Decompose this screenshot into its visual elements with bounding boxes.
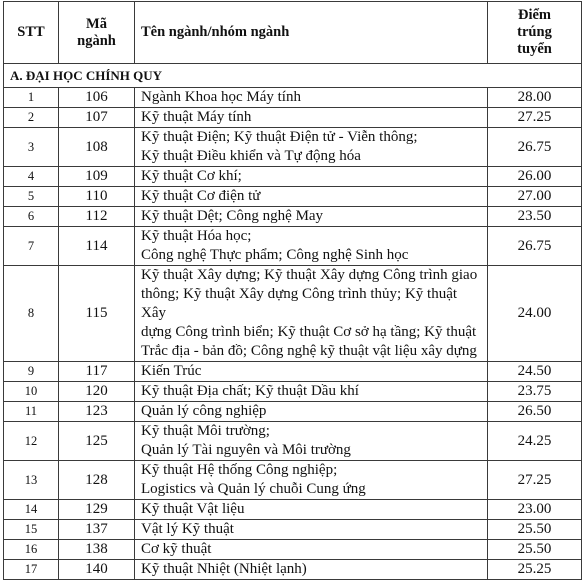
cell-diem-trung-tuyen: 26.00 [488, 167, 582, 187]
cell-diem-trung-tuyen: 27.00 [488, 187, 582, 207]
ten-nganh-line: dựng Công trình biển; Kỹ thuật Cơ sở hạ tầng; Kỹ thuật [141, 324, 477, 340]
cell-diem-trung-tuyen: 23.50 [488, 207, 582, 227]
cell-ma-nganh: 125 [59, 422, 135, 461]
cell-ma-nganh: 140 [59, 560, 135, 580]
cell-ten-nganh [135, 108, 488, 128]
table-row [4, 207, 582, 227]
cell-diem-trung-tuyen: 25.50 [488, 520, 582, 540]
table-header-row [4, 2, 582, 64]
cell-ten-nganh [135, 187, 488, 207]
cell-ten-nganh [135, 402, 488, 422]
cell-stt: 13 [4, 461, 59, 500]
cell-ma-nganh: 128 [59, 461, 135, 500]
table-row [4, 422, 582, 461]
table-row [4, 266, 582, 362]
ten-nganh-line: Kỹ thuật Điều khiển và Tự động hóa [141, 148, 361, 164]
cell-ma-nganh: 106 [59, 88, 135, 108]
ten-nganh-line: Kỹ thuật Điện; Kỹ thuật Điện tử - Viễn thông; [141, 129, 418, 145]
admission-scores-table [3, 1, 582, 580]
cell-stt: 7 [4, 227, 59, 266]
cell-stt: 9 [4, 362, 59, 382]
cell-diem-trung-tuyen: 24.25 [488, 422, 582, 461]
header-diem-line: Điểm [517, 7, 551, 23]
table-row [4, 500, 582, 520]
cell-stt: 16 [4, 540, 59, 560]
cell-stt: 10 [4, 382, 59, 402]
cell-stt: 8 [4, 266, 59, 362]
ten-nganh-line: Kỹ thuật Dệt; Công nghệ May [141, 208, 324, 224]
cell-diem-trung-tuyen: 26.50 [488, 402, 582, 422]
ten-nganh-line: Quản lý Tài nguyên và Môi trường [141, 442, 351, 458]
cell-ten-nganh [135, 266, 488, 362]
cell-ma-nganh: 107 [59, 108, 135, 128]
ten-nganh-line: thông; Kỹ thuật Xây dựng Công trình thủy; Kỹ thuật Xây [141, 286, 458, 321]
table-row [4, 167, 582, 187]
cell-diem-trung-tuyen: 26.75 [488, 227, 582, 266]
header-diem-line: trúng [517, 24, 552, 40]
cell-ten-nganh [135, 128, 488, 167]
cell-ten-nganh [135, 382, 488, 402]
cell-ten-nganh [135, 207, 488, 227]
cell-ma-nganh: 123 [59, 402, 135, 422]
cell-stt: 14 [4, 500, 59, 520]
cell-ten-nganh [135, 461, 488, 500]
ten-nganh-line: Công nghệ Thực phẩm; Công nghệ Sinh học [141, 247, 409, 263]
header-stt: STT [4, 2, 59, 64]
header-ma-nganh-line: Mã [86, 15, 107, 32]
ten-nganh-line: Cơ kỹ thuật [141, 541, 212, 557]
cell-diem-trung-tuyen: 23.75 [488, 382, 582, 402]
ten-nganh-line: Kỹ thuật Nhiệt (Nhiệt lạnh) [141, 561, 307, 577]
cell-ma-nganh: 108 [59, 128, 135, 167]
cell-ma-nganh: 115 [59, 266, 135, 362]
ten-nganh-line: Kỹ thuật Hóa học; [141, 228, 252, 244]
cell-diem-trung-tuyen: 23.00 [488, 500, 582, 520]
cell-ten-nganh [135, 520, 488, 540]
ten-nganh-line: Logistics và Quản lý chuỗi Cung ứng [141, 481, 366, 497]
table-row [4, 402, 582, 422]
ten-nganh-line: Kỹ thuật Cơ điện tử [141, 188, 261, 204]
cell-diem-trung-tuyen: 27.25 [488, 461, 582, 500]
cell-ten-nganh [135, 88, 488, 108]
table-row [4, 560, 582, 580]
cell-diem-trung-tuyen: 28.00 [488, 88, 582, 108]
ten-nganh-line: Kỹ thuật Địa chất; Kỹ thuật Dầu khí [141, 383, 359, 399]
ten-nganh-line: Kỹ thuật Xây dựng; Kỹ thuật Xây dựng Công trình giao [141, 267, 478, 283]
table-row [4, 187, 582, 207]
table-row [4, 227, 582, 266]
cell-ten-nganh [135, 167, 488, 187]
cell-stt: 12 [4, 422, 59, 461]
header-ten-nganh: Tên ngành/nhóm ngành [135, 2, 488, 64]
header-ma-nganh-line: ngành [77, 32, 116, 49]
cell-stt: 3 [4, 128, 59, 167]
ten-nganh-line: Trắc địa - bản đồ; Công nghệ kỹ thuật vật liệu xây dựng [141, 343, 477, 359]
ten-nganh-line: Ngành Khoa học Máy tính [141, 89, 301, 105]
ten-nganh-line: Kiến Trúc [141, 363, 202, 379]
cell-stt: 1 [4, 88, 59, 108]
section-title: A. ĐẠI HỌC CHÍNH QUY [4, 64, 582, 88]
ten-nganh-line: Kỹ thuật Vật liệu [141, 501, 245, 517]
cell-diem-trung-tuyen: 24.50 [488, 362, 582, 382]
cell-ma-nganh: 129 [59, 500, 135, 520]
cell-diem-trung-tuyen: 26.75 [488, 128, 582, 167]
ten-nganh-line: Kỹ thuật Hệ thống Công nghiệp; [141, 462, 338, 478]
ten-nganh-line: Kỹ thuật Môi trường; [141, 423, 270, 439]
ten-nganh-line: Kỹ thuật Máy tính [141, 109, 252, 125]
table-row [4, 520, 582, 540]
cell-ten-nganh [135, 362, 488, 382]
cell-ten-nganh [135, 422, 488, 461]
cell-ten-nganh [135, 500, 488, 520]
cell-ten-nganh [135, 540, 488, 560]
cell-stt: 11 [4, 402, 59, 422]
cell-ten-nganh [135, 227, 488, 266]
cell-diem-trung-tuyen: 25.50 [488, 540, 582, 560]
table-row [4, 461, 582, 500]
ten-nganh-line: Kỹ thuật Cơ khí; [141, 168, 242, 184]
header-diem-line: tuyển [517, 41, 552, 57]
table-row [4, 88, 582, 108]
cell-stt: 5 [4, 187, 59, 207]
section-row [4, 64, 582, 88]
table-row [4, 128, 582, 167]
ten-nganh-line: Vật lý Kỹ thuật [141, 521, 234, 537]
cell-ten-nganh [135, 560, 488, 580]
cell-stt: 2 [4, 108, 59, 128]
cell-diem-trung-tuyen: 25.25 [488, 560, 582, 580]
cell-ma-nganh: 138 [59, 540, 135, 560]
cell-ma-nganh: 110 [59, 187, 135, 207]
cell-ma-nganh: 137 [59, 520, 135, 540]
cell-diem-trung-tuyen: 27.25 [488, 108, 582, 128]
ten-nganh-line: Quản lý công nghiệp [141, 403, 267, 419]
header-ma-nganh [59, 2, 135, 64]
table-row [4, 382, 582, 402]
cell-stt: 6 [4, 207, 59, 227]
cell-ma-nganh: 120 [59, 382, 135, 402]
cell-ma-nganh: 109 [59, 167, 135, 187]
cell-ma-nganh: 114 [59, 227, 135, 266]
table-row [4, 108, 582, 128]
cell-ma-nganh: 117 [59, 362, 135, 382]
cell-stt: 15 [4, 520, 59, 540]
cell-ma-nganh: 112 [59, 207, 135, 227]
cell-stt: 17 [4, 560, 59, 580]
cell-stt: 4 [4, 167, 59, 187]
header-diem [488, 2, 582, 64]
cell-diem-trung-tuyen: 24.00 [488, 266, 582, 362]
table-row [4, 362, 582, 382]
table-row [4, 540, 582, 560]
